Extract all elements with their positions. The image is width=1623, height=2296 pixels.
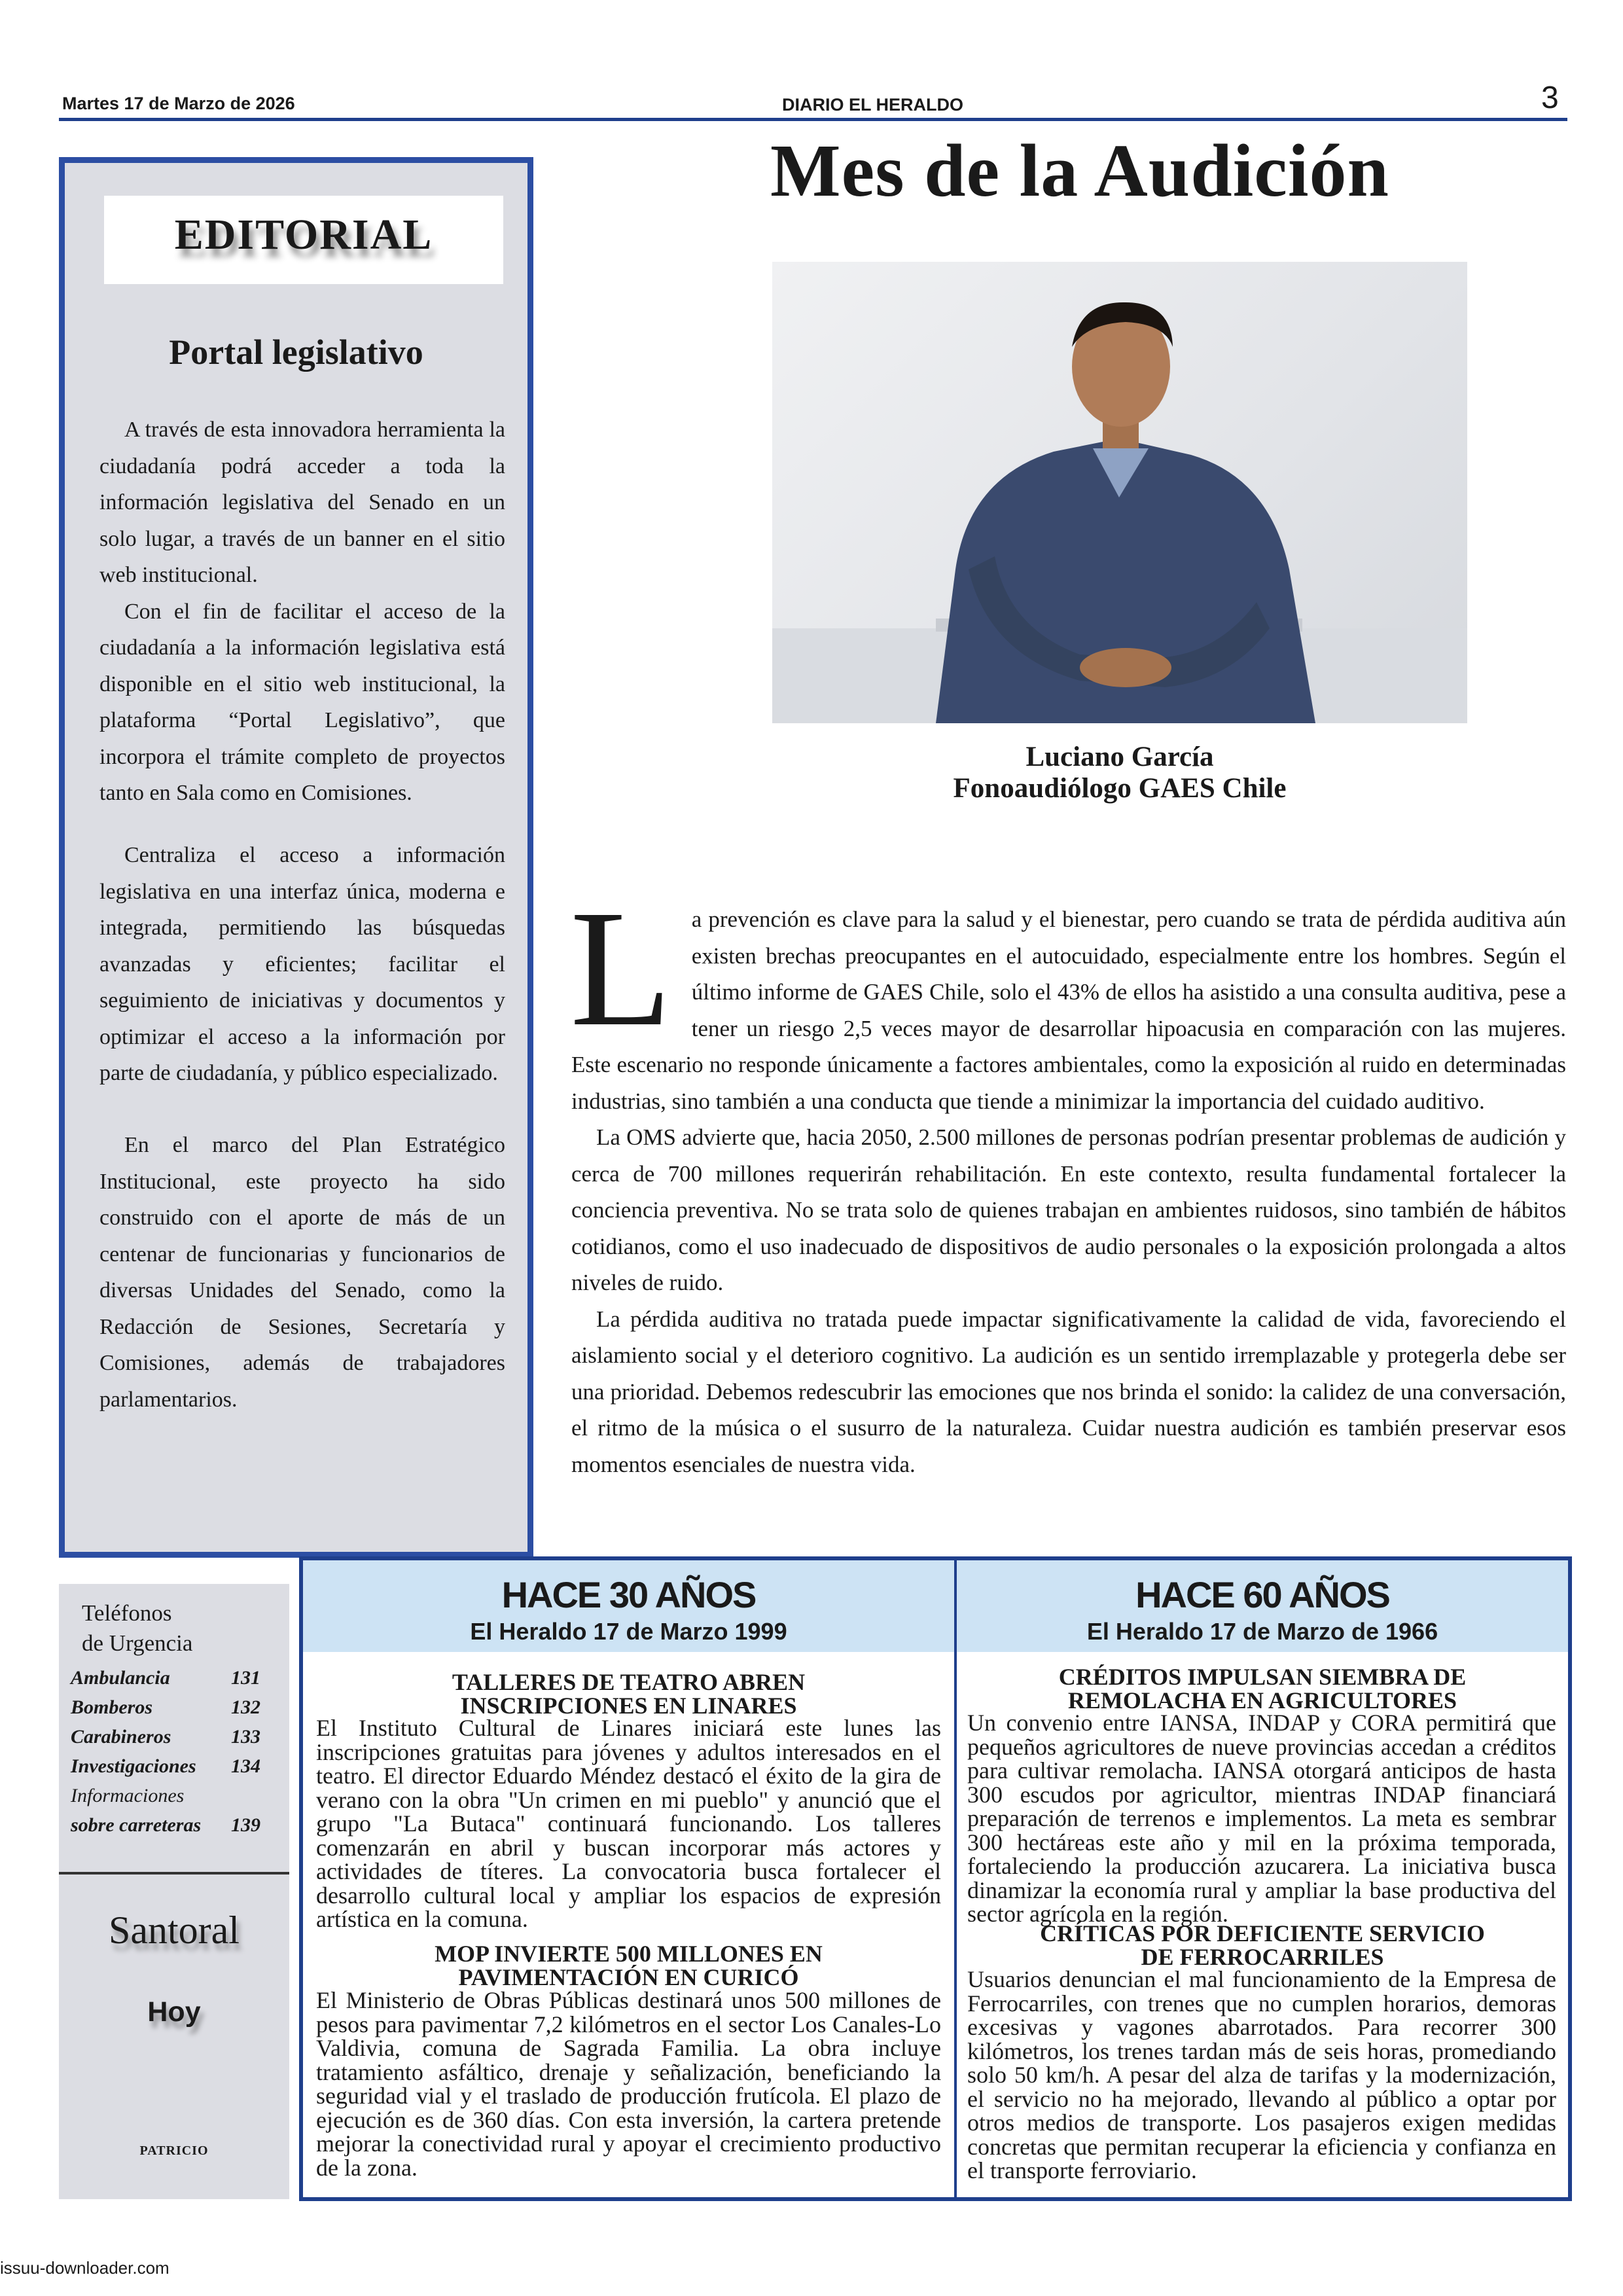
download-credit: issuu-downloader.com <box>0 2258 169 2278</box>
emergency-label: Ambulancia <box>71 1667 170 1689</box>
editorial-paragraph: Con el fin de facilitar el acceso de la ciudadanía a la información legislativa está disponible en el sitio web institucional, la plataforma “Portal Legislativo”, que incorpora el trámite completo de proyectos tanto en Sala como en Comisiones. <box>99 599 505 805</box>
emergency-row <box>71 1726 274 1748</box>
emergency-title-line: de Urgencia <box>82 1630 193 1656</box>
feature-article <box>570 876 1566 1482</box>
santoral-name: PATRICIO <box>139 2144 209 2158</box>
news-headline <box>957 1922 1568 1969</box>
emergency-label: Informaciones <box>71 1785 185 1806</box>
editorial-paragraph: A través de esta innovadora herramienta la ciudadanía podrá acceder a toda la información legislativa del Senado en un solo lugar, a través de un banner en el sitio web institucional. <box>99 418 505 587</box>
emergency-row <box>71 1785 274 1807</box>
editorial-tag-box <box>104 196 503 284</box>
page-number: 3 <box>1541 81 1559 115</box>
emergency-label: Carabineros <box>71 1726 171 1748</box>
info-sidebar <box>59 1584 289 2199</box>
emergency-number: 139 <box>231 1814 260 1836</box>
article-paragraph: La OMS advierte que, hacia 2050, 2.500 millones de personas podrían presentar problemas de audición y cerca de 700 millones requerirán rehabilitación. En este contexto, resulta fundamental fortalecer la conciencia preventiva. No se trata solo de quienes trabajan en ambientes ruidosos, sino también de hábitos cotidianos, como el uso inadecuado de dispositivos de audio personales o la exposición prolongada a altos niveles de ruido. <box>571 1124 1566 1295</box>
headline-line: MOP INVIERTE 500 MILLONES EN <box>435 1941 823 1967</box>
portrait-photo <box>772 262 1467 723</box>
news-body: El Ministerio de Obras Públicas destinará unos 500 millones de pesos para pavimentar 7,2 kilómetros en el sector Los Canales-Lo Valdivia, comuna de Sagrada Familia. La obra incluye tratamiento asfáltico, drenaje y señalización, beneficiando la seguridad vial y el traslado de producción frutícola. El plazo de ejecución es de 360 días. Con esta inversión, la cartera pretende mejorar la conectividad rural y apoyar el crecimiento productivo de la zona. <box>316 1987 941 2181</box>
news-headline <box>957 1665 1568 1712</box>
editorial-tag: EDITORIAL <box>174 211 433 259</box>
credit-role: Fonoaudiólogo GAES Chile <box>953 773 1287 804</box>
divider <box>59 1872 289 1874</box>
news-body: Usuarios denuncian el mal funcionamiento de la Empresa de Ferrocarriles, con trenes que no cumplen horarios, demoras excesivas y vagones abarrotados. Para recorrer 300 kilómetros, los trenes tardan más de seis horas, promediando solo 50 km/h. A pesar del alza de tarifas y la modernización, el servicio no ha mejorado, llevando al público a optar por otros medios de transporte. Los pasajeros exigen medidas concretas que permitan recuperar la eficiencia y confianza en el transporte ferroviario. <box>967 1966 1556 2183</box>
editorial-body-1 <box>99 412 505 812</box>
hace60-subtitle: El Heraldo 17 de Marzo de 1966 <box>1086 1618 1438 1645</box>
hace30-title: HACE 30 AÑOS <box>501 1574 756 1615</box>
headline-line: TALLERES DE TEATRO ABREN <box>452 1669 806 1695</box>
headline-line: REMOLACHA EN AGRICULTORES <box>1067 1687 1457 1713</box>
headline-line: DE FERROCARRILES <box>1141 1944 1384 1970</box>
photo-credit <box>772 742 1467 804</box>
santoral-title: Santoral <box>109 1909 240 1952</box>
hace60-title: HACE 60 AÑOS <box>1135 1574 1389 1615</box>
headline-line: INSCRIPCIONES EN LINARES <box>460 1693 797 1719</box>
emergency-phones-title <box>82 1598 192 1659</box>
history-box <box>299 1556 1572 2201</box>
emergency-number: 133 <box>231 1726 260 1748</box>
emergency-row <box>71 1814 274 1837</box>
emergency-number: 132 <box>231 1696 260 1718</box>
column-divider <box>954 1560 957 2197</box>
editorial-body-3 <box>99 1127 505 1418</box>
news-headline <box>303 1670 954 1717</box>
editorial-paragraph: Centraliza el acceso a información legislativa en una interfaz única, moderna e integrada, permitiendo las búsquedas avanzadas y eficientes; facilitar el seguimiento de iniciativas y documentos y optimizar el acceso a la información por parte de ciudadanía, y público especializado. <box>99 843 505 1085</box>
emergency-number: 131 <box>231 1667 260 1689</box>
emergency-row <box>71 1755 274 1778</box>
headline-line: PAVIMENTACIÓN EN CURICÓ <box>458 1964 799 1990</box>
santoral-today: Hoy <box>147 1996 201 2028</box>
emergency-row <box>71 1667 274 1689</box>
article-paragraph: La pérdida auditiva no tratada puede impactar significativamente la calidad de vida, favoreciendo el aislamiento social y el deterioro cognitivo. La audición es un sentido irremplazable y protegerla debe ser una prioridad. Debemos redescubrir las emociones que nos brinda el sonido: la calidez de una conversación, el ritmo de la música o el susurro de la naturaleza. Cuidar nuestra audición es también preservar esos momentos esenciales de nuestra vida. <box>571 1306 1566 1477</box>
drop-cap: L <box>570 876 672 1061</box>
feature-headline: Mes de la Audición <box>770 129 1389 212</box>
news-body: El Instituto Cultural de Linares iniciará este lunes las inscripciones gratuitas para jóvenes y adultos interesados en el teatro. El director Eduardo Méndez destacó el éxito de la gira de verano con la obra "Un crimen en mi pueblo" y anunció que el grupo "La Butaca" continuará funcionando. Los talleres comenzarán en abril y buscan incorporar más actores y actividades de títeres. La convocatoria busca fortalecer el desarrollo cultural local y ampliar los espacios de expresión artística en la comuna. <box>316 1715 941 1932</box>
editorial-title: Portal legislativo <box>169 332 423 372</box>
header-rule <box>59 118 1567 121</box>
emergency-row <box>71 1696 274 1719</box>
news-body: Un convenio entre IANSA, INDAP y CORA permitirá que pequeños agricultores de nueve provincias accedan a créditos para cultivar remolacha. IANSA otorgará anticipos de hasta 300 escudos por agricultor, mientras INDAP financiará preparación de terrenos e implementos. La meta es sembrar 300 hectáreas este año y mil en la próxima temporada, fortaleciendo la producción azucarera. La iniciativa busca dinamizar la economía rural y ampliar la base productiva del sector agrícola en la región. <box>967 1710 1556 1927</box>
emergency-label: sobre carreteras <box>71 1814 202 1836</box>
headline-line: CRÉDITOS IMPULSAN SIEMBRA DE <box>1058 1664 1467 1690</box>
emergency-number: 134 <box>231 1755 260 1777</box>
credit-name: Luciano García <box>1026 742 1214 772</box>
article-paragraph: a prevención es clave para la salud y el bienestar, pero cuando se trata de pérdida auditiva aún existen brechas preocupantes en el autocuidado, especialmente entre los hombres. Según el último informe de GAES Chile, solo el 43% de ellos ha asistido a una consulta auditiva, pese a tener un riesgo 2,5 veces mayor de desarrollar hipoacusia en comparación con las mujeres. Este escenario no responde únicamente a factores ambientales, como la exposición al ruido en determinadas industrias, sino también a una conducta que tiende a minimizar la importancia del cuidado auditivo. <box>571 906 1566 1114</box>
emergency-label: Bomberos <box>71 1696 153 1718</box>
portrait-illustration <box>772 262 1467 723</box>
editorial-body-2 <box>99 837 505 1092</box>
emergency-label: Investigaciones <box>71 1755 196 1777</box>
header-date: Martes 17 de Marzo de 2026 <box>62 94 295 113</box>
headline-line: CRÍTICAS POR DEFICIENTE SERVICIO <box>1040 1920 1485 1946</box>
emergency-title-line: Teléfonos <box>82 1600 172 1626</box>
editorial-paragraph: En el marco del Plan Estratégico Institucional, este proyecto ha sido construido con el aporte de más de un centenar de funcionarias y funcionarios de diversas Unidades del Senado, como la Redacción de Sesiones, Secretaría y Comisiones, además de trabajadores parlamentarios. <box>99 1133 505 1412</box>
editorial-box <box>59 157 533 1558</box>
hace30-subtitle: El Heraldo 17 de Marzo 1999 <box>470 1618 787 1645</box>
news-headline <box>303 1942 954 1989</box>
newspaper-name: DIARIO EL HERALDO <box>782 95 964 115</box>
